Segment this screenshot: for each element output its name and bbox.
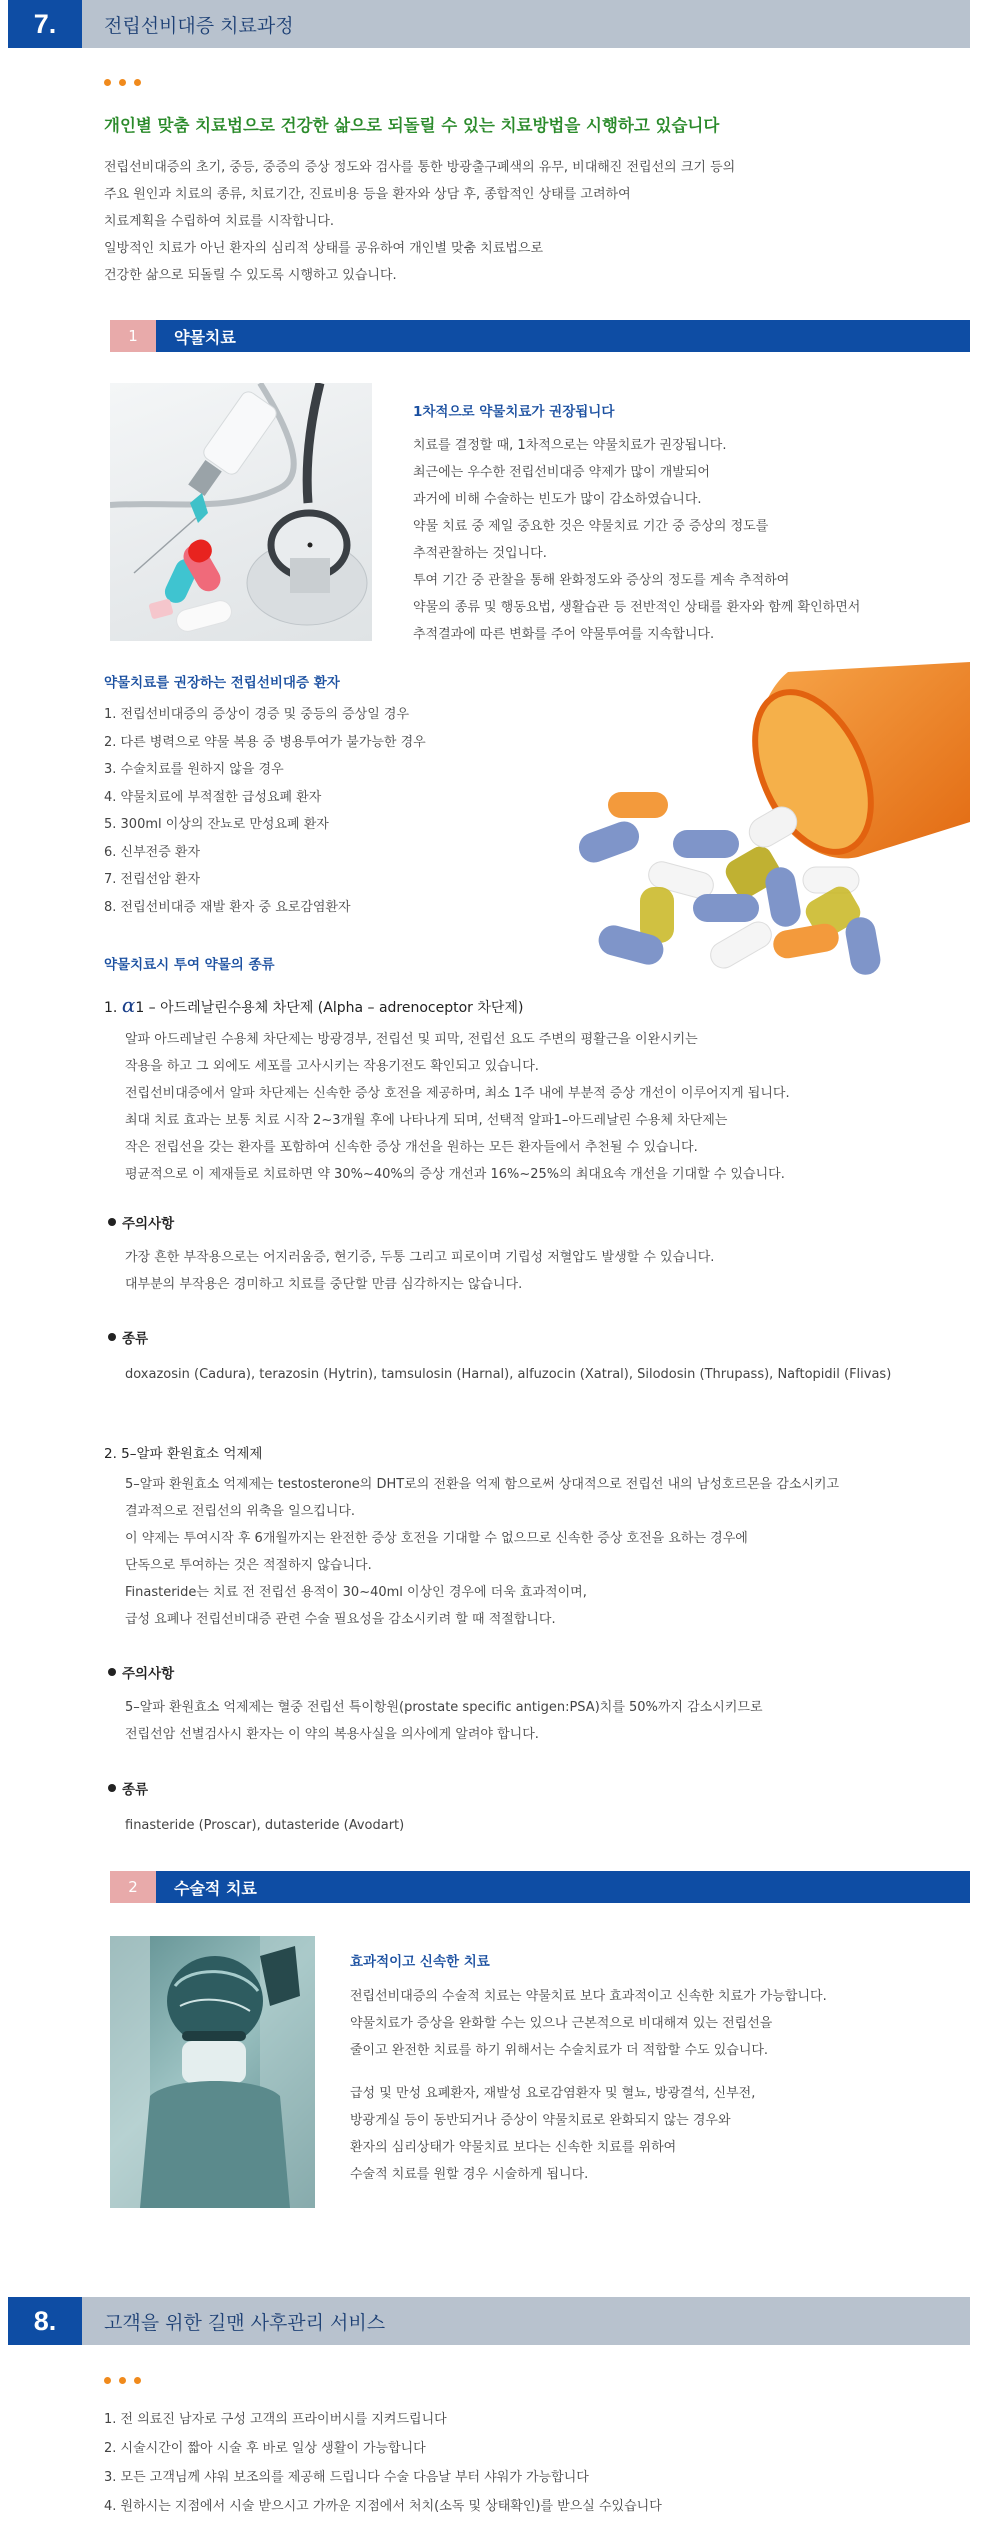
section-7-header (8, 0, 970, 48)
drug-1-types-text: doxazosin (Cadura), terazosin (Hytrin), tamsulosin (Harnal), alfuzocin (Xatral), Silodosin (Thrupass), Naftopidil (Flivas) (125, 1367, 892, 1382)
list-item: 1. 전립선비대증의 증상이 경증 및 중등의 증상일 경우 (104, 707, 410, 722)
subsection-number: 1 (110, 320, 156, 352)
surgery-description-b: 급성 및 만성 요폐환자, 재발성 요로감염환자 및 혈뇨, 방광결석, 신부전, 방광게실 등이 동반되거나 증상이 약물치료로 완화되지 않는 경우와 환자의 심리상태가 약물치료 보다는 신속한 치료를 위하여 수술적 치료를 원할 경우 시술하게 됩니다. (350, 2086, 756, 2182)
subsection-surgery-header (110, 1871, 970, 1903)
section-number: 8. (8, 2297, 82, 2345)
drug-2-caution-text: 5–알파 환원효소 억제제는 혈중 전립선 특이항원(prostate specific antigen:PSA)치를 50%까지 감소시키므로 전립선암 선별검사시 환자는 이 약의 복용사실을 의사에게 알려야 합니다. (125, 1700, 763, 1742)
drug-types-heading: 약물치료시 투여 약물의 종류 (104, 957, 275, 973)
decorative-dots-icon (104, 2377, 141, 2384)
drug-2-types-text: finasteride (Proscar), dutasteride (Avodart) (125, 1818, 405, 1833)
medication-heading: 1차적으로 약물치료가 권장됩니다 (413, 404, 615, 420)
pill-bottle-illustration-icon (558, 662, 970, 982)
medical-illustration-icon (110, 383, 372, 641)
bullet-icon (108, 1668, 116, 1676)
drug-2-types-label: 종류 (108, 1778, 148, 1798)
section-number: 7. (8, 0, 82, 48)
list-item: 4. 원하시는 지점에서 시술 받으시고 가까운 지점에서 처치(소독 및 상태확인)를 받으실 수있습니다 (104, 2499, 662, 2514)
aftercare-service-list (104, 2405, 662, 2521)
drug-2-caution-label: 주의사항 (108, 1662, 174, 1682)
list-item: 5. 300ml 이상의 잔뇨로 만성요폐 환자 (104, 817, 329, 832)
bullet-icon (108, 1218, 116, 1226)
medication-description: 치료를 결정할 때, 1차적으로는 약물치료가 권장됩니다. 최근에는 우수한 전립선비대증 약제가 많이 개발되어 과거에 비해 수술하는 빈도가 많이 감소하였습니다. 약물 치료 중 제일 중요한 것은 약물치료 기간 중 증상의 정도를 추적관찰하는 것입니다. 투여 기간 중 관찰을 통해 완화정도와 증상의 정도를 계속 추적하여 약물의 종류 및 행동요법, 생활습관 등 전반적인 상태를 환자와 함께 확인하면서 추적결과에 따른 변화를 주어 약물투여를 지속합니다. (413, 438, 861, 642)
list-item: 3. 수술치료를 원하지 않을 경우 (104, 762, 284, 777)
bullet-icon (108, 1333, 116, 1341)
list-item: 2. 다른 병력으로 약물 복용 중 병용투여가 불가능한 경우 (104, 734, 426, 750)
list-item: 1. 전 의료진 남자로 구성 고객의 프라이버시를 지켜드립니다 (104, 2412, 447, 2427)
bullet-icon (108, 1784, 116, 1792)
list-item: 7. 전립선암 환자 (104, 872, 201, 887)
drug-1-description: 알파 아드레날린 수용체 차단제는 방광경부, 전립선 및 피막, 전립선 요도 주변의 평활근을 이완시키는 작용을 하고 그 외에도 세포를 고사시키는 작용기전도 확인되고 있습니다. 전립선비대증에서 알파 차단제는 신속한 증상 호전을 제공하며, 최소 1주 내에 부분적 증상 개선이 이루어지게 됩니다. 최대 치료 효과는 보통 치료 시작 2~3개월 후에 나타나게 되며, 선택적 알파1–아드레날린 수용체 차단제는 작은 전립선을 갖는 환자를 포함하여 신속한 증상 개선을 원하는 모든 환자들에서 추천될 수 있습니다. 평균적으로 이 제재들로 치료하면 약 30%~40%의 증상 개선과 16%~25%의 최대요속 개선을 기대할 수 있습니다. (125, 1032, 790, 1182)
surgeon-image (110, 1936, 315, 2208)
recommended-patients-heading: 약물치료를 권장하는 전립선비대증 환자 (104, 675, 340, 691)
intro-paragraph: 전립선비대증의 초기, 중등, 중증의 증상 정도와 검사를 통한 방광출구폐색의 유무, 비대해진 전립선의 크기 등의 주요 원인과 치료의 종류, 치료기간, 진료비용 등을 환자와 상담 후, 종합적인 상태를 고려하여 치료계획을 수립하여 치료를 시작합니다. 일방적인 치료가 아닌 환자의 심리적 상태를 공유하여 개인별 맞춤 치료법으로 건강한 삶으로 되돌릴 수 있도록 시행하고 있습니다. (104, 160, 736, 283)
drug-1-caution-label: 주의사항 (108, 1212, 174, 1232)
surgery-heading: 효과적이고 신속한 치료 (350, 1954, 490, 1970)
drug-2-description: 5–알파 환원효소 억제제는 testosterone의 DHT로의 전환을 억제 함으로써 상대적으로 전립선 내의 남성호르몬을 감소시키고 결과적으로 전립선의 위축을 일으킵니다. 이 약제는 투여시작 후 6개월까지는 완전한 증상 호전을 기대할 수 없으므로 신속한 증상 호전을 요하는 경우에 단독으로 투여하는 것은 적절하지 않습니다. Finasteride는 치료 전 전립선 용적이 30~40ml 이상인 경우에 더욱 효과적이며, 급성 요폐나 전립선비대증 관련 수술 필요성을 감소시키려 할 때 적절합니다. (125, 1477, 840, 1627)
drug-2-title: 2. 5–알파 환원효소 억제제 (104, 1446, 263, 1462)
surgery-description-a: 전립선비대증의 수술적 치료는 약물치료 보다 효과적이고 신속한 치료가 가능합니다. 약물치료가 증상을 완화할 수는 있으나 근본적으로 비대해져 있는 전립선을 줄이고 완전한 치료를 하기 위해서는 수술치료가 더 적합할 수도 있습니다. (350, 1989, 827, 2058)
pill-bottle-image (558, 662, 970, 982)
lead-headline: 개인별 맞춤 치료법으로 건강한 삶으로 되돌릴 수 있는 치료방법을 시행하고 있습니다 (104, 116, 720, 135)
alpha-symbol-icon: α (121, 993, 136, 1017)
section-8-header (8, 2297, 970, 2345)
subsection-title: 수술적 치료 (174, 1878, 257, 1898)
drug-1-caution-text: 가장 흔한 부작용으로는 어지러움증, 현기증, 두통 그리고 피로이며 기립성 저혈압도 발생할 수 있습니다. 대부분의 부작용은 경미하고 치료를 중단할 만큼 심각하지는 않습니다. (125, 1250, 715, 1292)
section-title: 전립선비대증 치료과정 (104, 14, 294, 37)
list-item: 6. 신부전증 환자 (104, 844, 201, 860)
list-item: 4. 약물치료에 부적절한 급성요폐 환자 (104, 789, 322, 805)
subsection-title: 약물치료 (174, 327, 236, 347)
drug-1-title: 1. α1 – 아드레날린수용체 차단제 (Alpha – adrenoceptor 차단제) (104, 993, 524, 1017)
decorative-dots-icon (104, 79, 141, 86)
surgeon-illustration-icon (110, 1936, 315, 2208)
subsection-medication-header (110, 320, 970, 352)
syringe-stethoscope-image (110, 383, 372, 641)
recommended-patients-list (104, 701, 426, 921)
subsection-number: 2 (110, 1871, 156, 1903)
drug-1-types-label: 종류 (108, 1327, 148, 1347)
list-item: 8. 전립선비대증 재발 환자 중 요로감염환자 (104, 899, 351, 915)
list-item: 2. 시술시간이 짧아 시술 후 바로 일상 생활이 가능합니다 (104, 2441, 426, 2456)
list-item: 3. 모든 고객님께 샤워 보조의를 제공해 드립니다 수술 다음날 부터 샤워가 가능합니다 (104, 2470, 589, 2485)
section-title: 고객을 위한 길맨 사후관리 서비스 (104, 2311, 386, 2334)
